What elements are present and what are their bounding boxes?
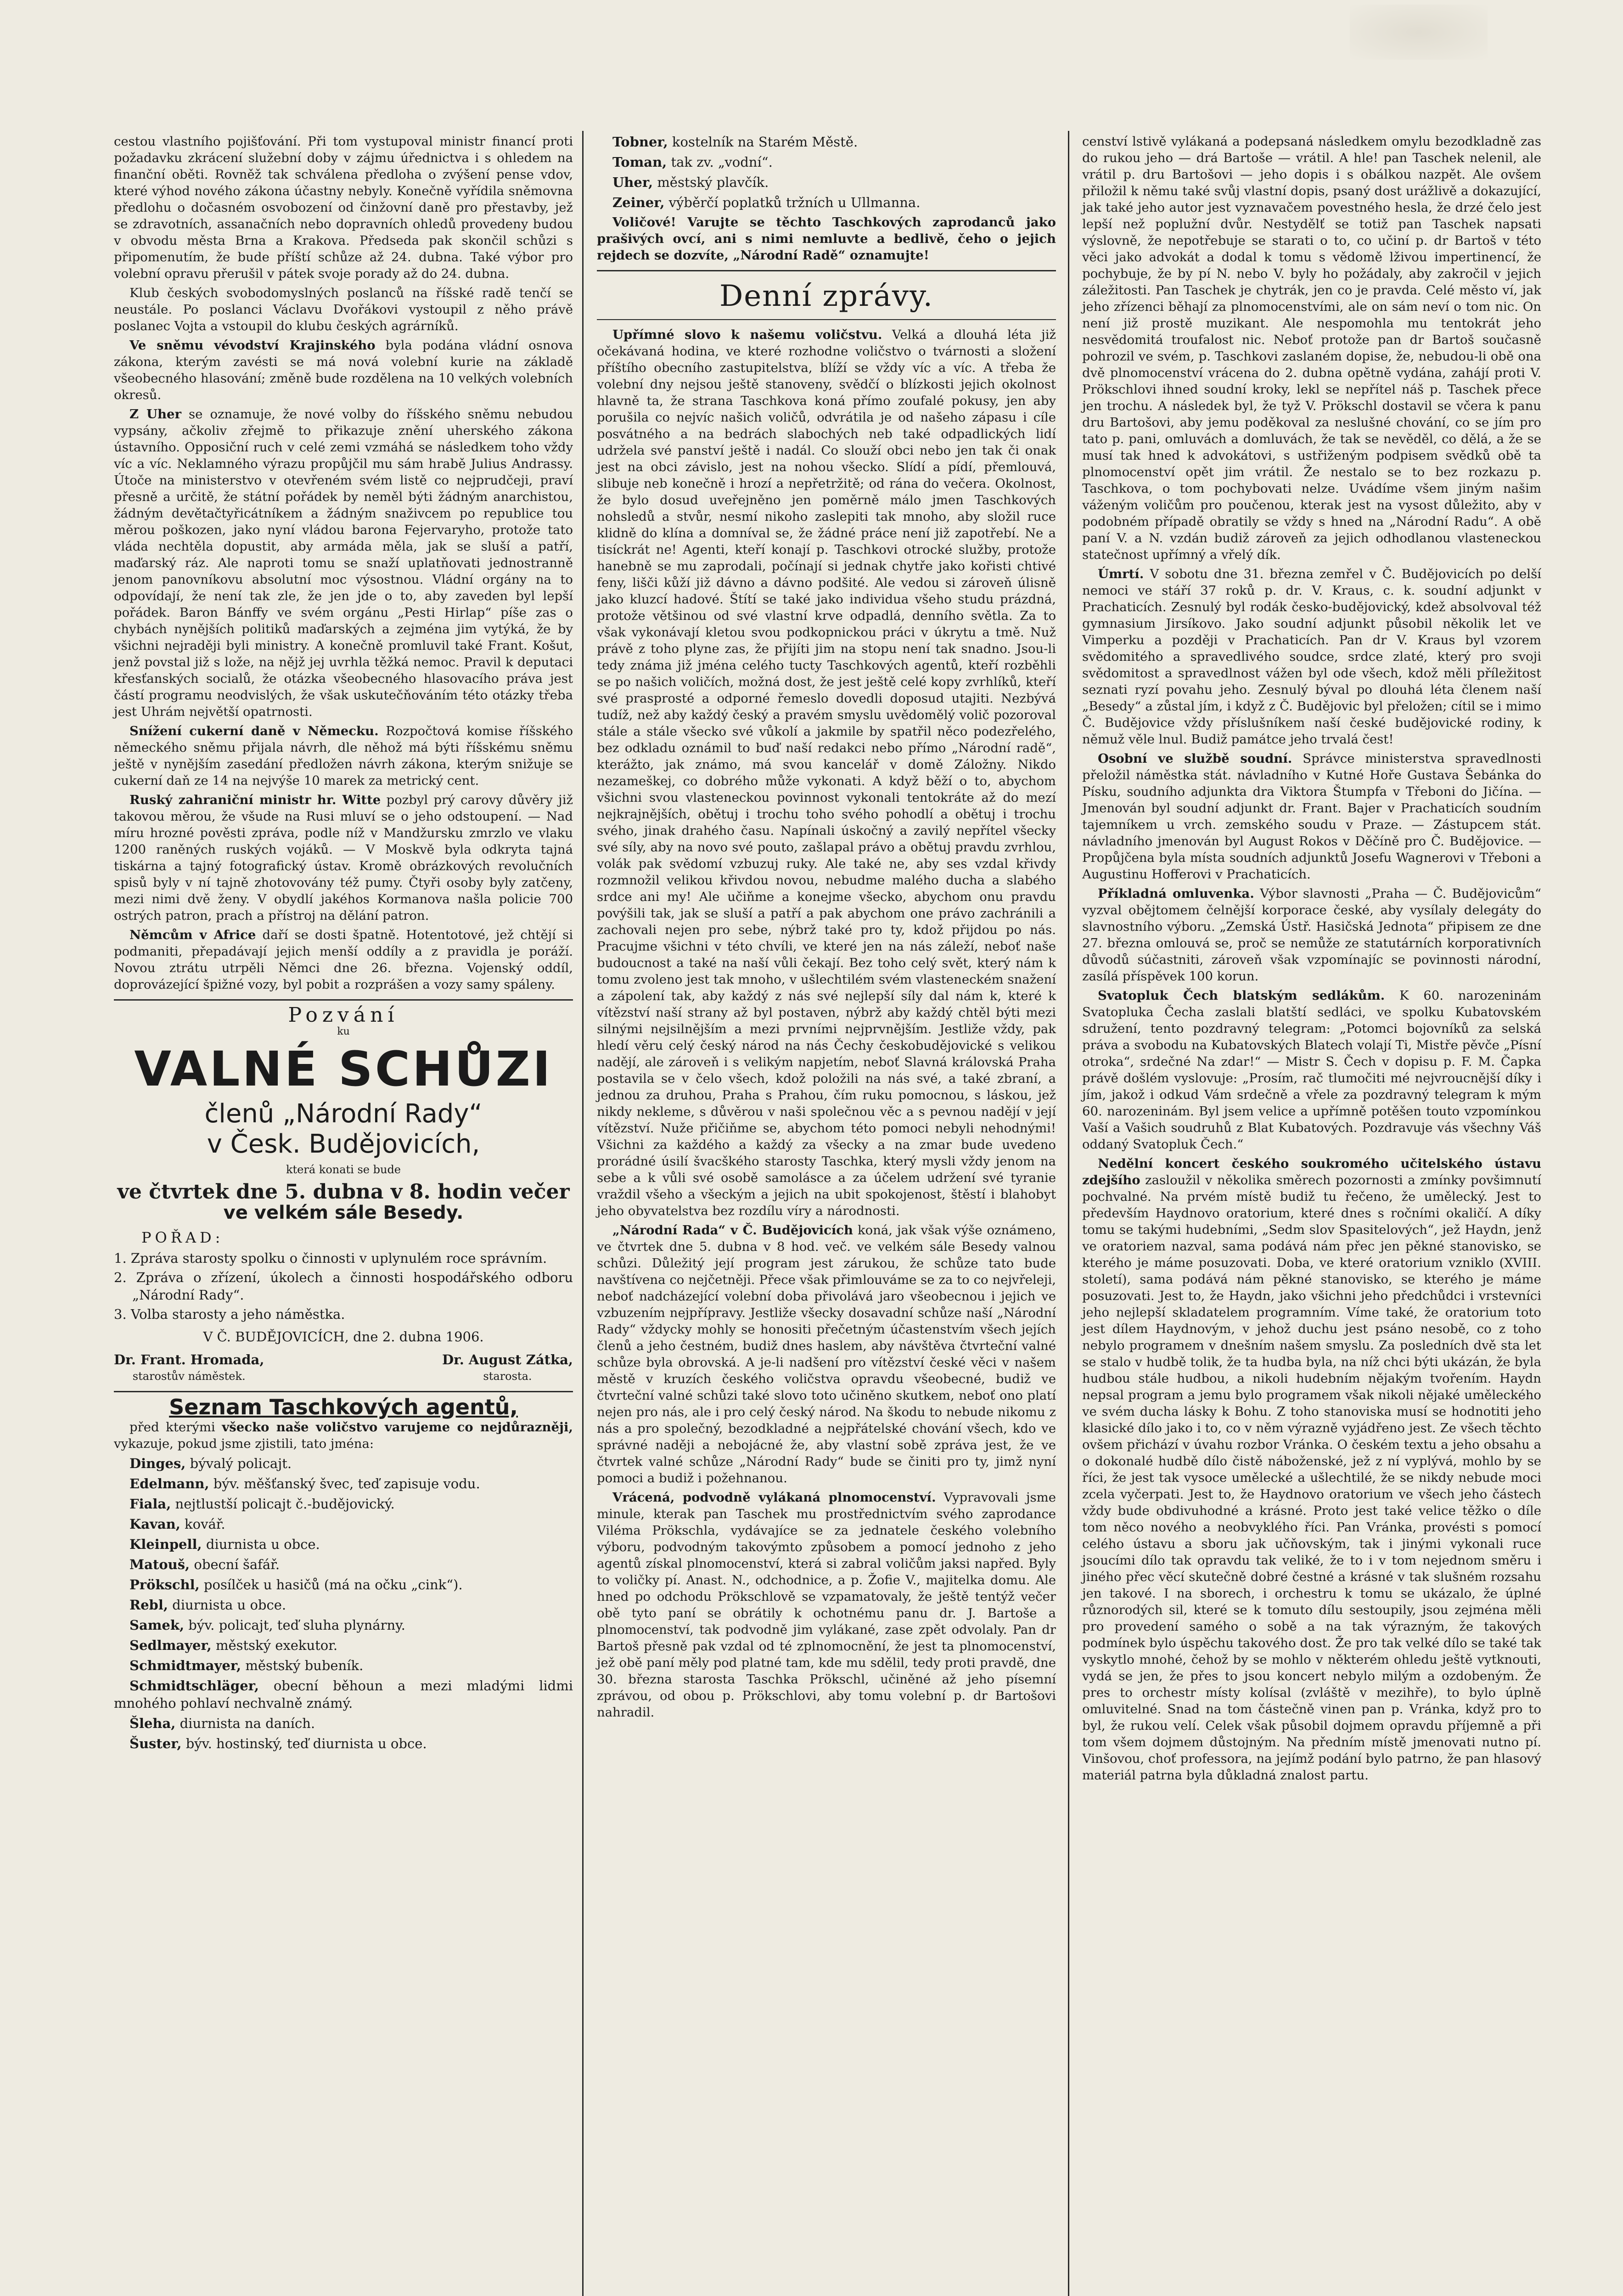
invitation-which: která konati se bude — [286, 1163, 401, 1176]
news-heading: „Národní Rada“ v Č. Budějovicích — [612, 1223, 854, 1238]
signature-deputy — [114, 1351, 264, 1384]
news-text: se oznamuje, že nové volby do říšského sněmu nebudou vypsány, ačkoliv zřejmě to přikazuje znění uherského zákona ústavního. Opposiční ruch v celé zemi vzmáhá se následkem toho vždy víc a víc. Neklamného výrazu propůjčil mu sám hrabě Julius Andrassy. Útoče na ministerstvo v otevřeném svém listě co nejprudčeji, praví přesně a určitě, že státní pořádek by neměl býti žádným anarchistou, žádným devětačtyřicátníkem a žádným snaživcem po republice tou měrou poškozen, jako nyní vládou barona Fejervaryho, protože tato vláda nechtěla dopustit, aby armáda měla, jak se sluší a patří, maďarský ráz. Ale naproti tomu se snaží uplatňovati jednostranně jenom panovníkovu absolutní moc výsostnou. Vládní orgány na to odpovídají, že není tak zle, že jen jde o to, aby zaveden byl lepší pořádek. Baron Bánffy ve svém orgánu „Pesti Hirlap“ píše zas o chybách nynějších politiků maďarských a zejména jim vytýká, že by všichni nejraději byli ministry. A konečně promluvil také Frant. Košut, jenž povstal již s lože, na nějž jej uvrhla těžká nemoc. Pravil k deputaci křesťanských socialů, že otázka všeobecného hlasovacího práva jest částí programu neodvislých, že však uskutečňováním této otázky třeba jest Uhrám největší opatrnosti. — [114, 407, 573, 719]
paragraph: cestou vlastního pojišťování. Při tom vystupoval ministr financí proti požadavku zkrácení služební doby v zájmu úřednictva i s ohledem na finanční oběti. Rovněž tak schválena předloha o zvýšení pense vdov, které výhod nového zákona účastny nebyly. Konečně vyřídila sněmovna předlohu o dočasném osvobození od činžovní daně pro přestavby, jež se zdravotních, assanačních nebo dopravních ohledů provedeny budou v obvodu města Brna a Krakova. Předseda pak skončil schůzi s připomenutím, že bude příští schůze až 24. dubna. Také výbor pro volební opravu přerušil v pátek svoje porady až do 24. dubna. — [114, 134, 573, 281]
list-item — [114, 1536, 573, 1553]
news-item — [114, 337, 573, 403]
invitation-title: Pozvání — [288, 1003, 399, 1027]
news-heading: Upřímné slovo k našemu voličstvu. — [612, 327, 882, 342]
agent-name: Edelmann, — [129, 1476, 209, 1491]
news-heading: Snížení cukerní daně v Německu. — [129, 724, 379, 738]
divider — [597, 270, 1056, 271]
agent-desc: býv. policajt, teď sluha plynárny. — [188, 1617, 405, 1633]
news-heading: Vrácená, podvodně vylákaná plnomocenství. — [612, 1490, 936, 1505]
signature-role: starostův náměstek. — [132, 1370, 246, 1383]
invitation-members: členů „Národní Rady“ — [204, 1099, 483, 1129]
list-item — [597, 133, 1056, 151]
agent-desc: obecní šafář. — [194, 1557, 280, 1572]
news-text: daří se dosti špatně. Hotentotové, jež chtějí si podmaniti, přepadávají jejich menší oddíly a z pravidla je poráží. Novou ztrátu utrpěli Němci dne 26. března. Vojenský oddíl, doprovázející špižné vozy, byl pobit a rozprášen a vozy samy spáleny. — [114, 928, 573, 992]
list-item — [114, 1677, 573, 1712]
agent-desc: bývalý policajt. — [190, 1456, 292, 1471]
paragraph: cenství lstivě vylákaná a podepsaná následkem omylu bezodkladně zas do rukou jeho — drá Bartoše — vrátil. A hle! pan Taschek nelenil, ale vrátil p. dru Bartošovi — jeho dopis i s obálkou nazpět. Ale ovšem přiložil k němu také svůj vlastní dopis, psaný dost urážlivě a dokazující, jak také jeho autor jest vyznavačem povestného hesla, že drzé čelo jest lepší než poplužní dvůr. Nestydělť se totiž pan Taschek napsati výslovně, že nepotřebuje se starati o to, co učiní p. dr Bartoš v této věci jako advokát a dodal k tomu s vědomě lživou impertinencí, že pochybuje, že by pí N. nebo V. byly ho požádaly, aby zakročil v jejich záležitosti. Pan Taschek je chytrák, jen co je pravda. Celé město ví, jak jeho zřízenci běhají za plnomocenstvími, ale on sám neví o tom nic. On není již prostě muzikant. Ale nespomohla mu tentokrát jeho nesvědomitá troufalost nic. Neboť protože pan dr Bartoš současně pohrozil ve svém, p. Taschkovi zaslaném dopise, že, nebudou-li obě ona dvě plnomocenství vrácena do 2. dubna opětně vydána, zahájí proti V. Prökschlovi ihned soudní kroky, lekl se nepřítel náš p. Taschek přece jen trochu. A následek byl, že tyž V. Prökschl dostavil se včera k panu dru Bartošovi, aby jemu poděkoval za neslušné chování, co se jím pro tato p. pani, omluvách a domluvách, že tak se nevěděl, co dělá, a že se musí tak hned k advokátovi, s ustřiženým podpisem svědků obě ta plnomocenství opět jim vrátil. Že nestalo se to bez rozkazu p. Taschkova, o tom pochybovati nelze. Uvádíme všem jiným našim váženým voličům pro poučenou, kterak jest na vysost důležito, aby v podobném případě obratily se vždy s hned na „Národní Radu“. A obě paní V. a N. vzdán budiž zároveň za jejich odhodlanou vlasteneckou statečnost upřímný a vřelý dík. — [1082, 134, 1541, 562]
news-text: Výbor slavnosti „Praha — Č. Budějovicům“ vyzval obějtomem čelnější korporace české, aby vysílaly delegáty do slavnostního výboru. „Zemská Ústř. Hasičská Jednota“ připisem ze dne 27. března omlouvá se, proč se nemůže ze statutárních korporativních důvodů súčastniti, zároveň však vzpomínajíc se povinnosti národní, zasílá příspěvek 100 korun. — [1082, 886, 1541, 984]
agent-name: Šleha, — [129, 1716, 176, 1731]
news-item — [114, 406, 573, 720]
news-heading: Nedělní koncert českého soukromého učitelského ústavu zdejšího — [1082, 1156, 1541, 1187]
intro-text: vykazuje, pokud jsme zjistili, tato jména: — [114, 1436, 374, 1451]
news-heading: Ve sněmu vévodství Krajinského — [129, 338, 376, 353]
voter-warning: Voličové! Varujte se těchto Taschkových zaprodanců jako prašivých ovcí, ani s nimi nemluvte a bedlivě, čeho o jejich rejdech se dozvíte, „Národní Radě“ oznamujte! — [597, 215, 1056, 263]
list-item — [114, 1455, 573, 1472]
intro-warning: všecko naše voličstvo varujeme co nejdůrazněji, — [222, 1420, 573, 1435]
list-item — [114, 1475, 573, 1492]
agent-name: Kavan, — [129, 1516, 180, 1532]
divider — [597, 319, 1056, 320]
news-item — [1082, 885, 1541, 985]
invitation-city: v Česk. Budějovicích, — [207, 1129, 480, 1159]
news-item — [597, 1489, 1056, 1721]
agent-name: Sedlmayer, — [129, 1638, 212, 1653]
paper-stain — [1350, 5, 1488, 60]
list-item — [114, 1576, 573, 1593]
agent-desc: městský exekutor. — [215, 1638, 338, 1653]
news-item — [1082, 566, 1541, 748]
agenda-item: 3. Volba starosty a jeho náměstka. — [114, 1306, 345, 1322]
list-item — [114, 1495, 573, 1513]
news-text: zasloužil v několika směrech pozornosti a zmínky povšimnutí pochvalné. Na prvém místě budiž tu řečeno, že umělecký. Jest to především Haydnovo oratorium, které dnes s ročními okaličí. A díky tomu se takými hudebními, „Sedm slov Spasitelových“, jež Haydn, jenž ve oratoriem nazval, sama podává nám přec jen pěkné stanovisko, se kterého je máme posuzovati. Doba, ve které oratorium vzniklo (XVIII. století), sama podává nám pěkné stanovisko, se kterého je máme posuzovati. Jest to, že Haydn, jako všichni jeho předchůdci i vrstevníci jeho nejlepší skladatelem programním. Víme také, že oratorium toto jest dílem Haydnovým, v jehož duchu jest psáno nesobě, co z toho nebylo programem v dnešním našem smyslu. Za posledních dvě sta let se stalo v hudbě tolik, že ta hudba byla, na níž chci býti ukázán, že byla hudbou stále hudbou, a nikoli hudebním nějakým tvořením. Haydn nepsal program a jemu bylo programem však nikoli nějaké uměleckého ve svém ducha lásky k Bohu. Z toho stanoviska musí se hodnotiti jeho klasické dílo jako i to, co v něm výrazně vyjádřeno jest. Ze všech těchto ovšem přichází v úvahu rozbor Vránka. O českém textu a jeho obsahu a o dokonalé hudbě dílo čistě náboženské, jež z ní vyplývá, mohlo by se říci, že jest tak vysoce umělecké a ušlechtilé, že se nikdy nebude moci zcela vyčerpati. Jest to, že Haydnovo oratorium ve všech jeho částech vždy bude obdivuhodné a krásné. Proto jest také velice těžko o díle tom něco nového a neobvyklého říci. Pan Vránka, provésti s pomocí celého ústavu a sboru jak učňovským, tak i jinými vykonali ruce jsoucími dílo tak opravdu tak veliké, že to i v tom nejednom směru i jiného přec věcí skutečně dobré čestné a krásné v tak slušném rozsahu jen takové. I na sborech, i orchestru k tomu se ukázalo, že úplné různorodých sil, které se k tomuto dílu sestoupily, jsou zejména měli pro provedení samého o sobě a na tak výrazným, že takových podmínek bylo úspěchu takového dost. Že pro tak velké dílo se také tak vyskytlo mnohé, čehož by se mohlo v některém ohledu ještě vytknouti, vydá se jen, že přes to jsou koncert nebylo milým a ozdobeným. Že pres to orchestr místy kolísal (zvláště v mezihře), to bylo úplně omluvitelné. Snad na tom částečně vinen pan p. Vránka, když pro to byl, že rukou velí. Celek však působil dojmem opravdu příjemně a při tom všem dojmem důstojným. Na předním místě jmenovati nutno pí. Vinšovou, choť professora, na jejímž podání bylo patrno, že pan hlasový materiál patrna byla důkladná znalost partu. — [1082, 1173, 1541, 1783]
agent-desc: městský plavčík. — [657, 174, 769, 190]
agent-name: Dinges, — [129, 1456, 186, 1471]
list-item — [114, 1515, 573, 1533]
list-item — [114, 1715, 573, 1732]
signature-chairman — [442, 1351, 573, 1384]
list-item — [597, 194, 1056, 211]
news-text: Správce ministerstva spravedlnosti přeložil náměstka stát. návladního v Kutné Hoře Gustava Šebánka do Písku, soudního adjunkta dra Viktora Štumpfa v Třeboni do Jičína. — Jmenován byl soudní adjunkt dr. Frant. Bajer v Prachaticích soudním tajemníkem u vrch. zemského soudu v Praze. — Zástupcem stát. návladního jmenován byl August Rokos v Děčíně pro Č. Budějovice. — Propůjčena byla místa soudních adjunktů Josefu Wagnerovi v Třeboni a Augustinu Hofferovi v Prachaticích. — [1082, 751, 1541, 882]
list-item — [597, 153, 1056, 171]
column-1 — [114, 133, 573, 1755]
list-item — [114, 1637, 573, 1654]
invitation-ku: ku — [337, 1026, 350, 1037]
invitation-date: ve čtvrtek dne 5. dubna v 8. hodin večer — [117, 1180, 570, 1204]
invitation-place: ve velkém sále Besedy. — [223, 1202, 464, 1223]
agent-desc: výběrčí poplatků tržních u Ullmanna. — [668, 195, 921, 210]
agent-name: Šuster, — [129, 1736, 182, 1751]
agent-desc: diurnista u obce. — [172, 1597, 286, 1613]
agent-desc: kovář. — [185, 1516, 225, 1532]
list-item — [597, 174, 1056, 191]
agent-name: Fiala, — [129, 1496, 171, 1512]
signatures — [114, 1351, 573, 1384]
column-rule-right — [1068, 131, 1069, 2296]
news-heading: Ruský zahraniční ministr hr. Witte — [129, 793, 381, 807]
news-item — [114, 927, 573, 993]
agent-name: Uher, — [612, 174, 653, 190]
signature-role: starosta. — [483, 1370, 532, 1383]
agenda-item: 2. Zpráva o zřízení, úkolech a činnosti hospodářského odboru „Národní Rady“. — [114, 1270, 573, 1303]
agent-desc: kostelník na Starém Městě. — [672, 134, 858, 150]
news-text: Vypravovali jsme minule, kterak pan Taschek mu prostřednictvím svého zaprodance Viléma Prökschla, vydávajíce se za jednatele českého volebního výboru, podvodným takovýmto způsobem a pomocí jednoho z jeho agentů získal plnomocenství, která si zabral voličům jaksi napřed. Byly to voličky pí. Anast. N., odchodnice, a p. Žofie V., majitelka domu. Ale hned po odchodu Prökschlově se vzpamatovaly, že ještě tentýž večer obě tyto paní se obrátily k ochotnému panu dr. J. Bartoše a plnomocenství, tak podvodně jim vylákané, zase zpět odvolaly. Pan dr Bartoš přesně pak vzdal od té zplnomocnění, že jest ta plnomocenství, jež obě paní měly pod platné tam, kde mu sdělil, tedy proti pravdě, dne 30. března starosta Taschka Prökschl, učiněné až jeho písemní zprávou, od obou p. Prökschlovi, aby tomu volební p. dr Bartošovi nahradil. — [597, 1490, 1056, 1720]
agent-name: Samek, — [129, 1617, 185, 1633]
news-text: koná, jak však výše oznámeno, ve čtvrtek dne 5. dubna v 8 hod. več. ve velkém sále Besedy valnou schůzi. Důležitý její program jest zárukou, že schůze tato bude navštívena co nejčetněji. Přece však přimlouváme se za to co nejvřeleji, neboť nadcházející volební doba přivolává jaro všeobecnou i jejich ve vzbuzením nejpřípravy. Jestliže všecky dosavadní schůze naší „Národní Rady“ vždycky mohly se honositi přečetným účastenstvím všech jejích členů a jeho čestném, budiž dnes haslem, aby návštěva čtvrteční valné schůze byla obrovská. A je-li nadšení pro vítězství české věci v našem městě v kruzích českého voličstva opravdu všeobecné, budiž ve čtvrteční valné schůzi také slovo toto učiněno skutkem, neboť ono platí nejen pro nás, ale i pro celý český národ. Na škodu to nebude nikomu z nás a pro společný, bezodkladné a nejpřátelské chování všech, kdo ve správné naději a nebojácné že, aby vlastní sobě zpráva jest, že ve čtvrtek valné schůze „Národní Rady“ bude se činiti pro ty, jimž nyní pomoci a budiž i požehnanou. — [597, 1223, 1056, 1486]
agent-rows — [114, 1455, 573, 1752]
news-heading: Z Uher — [129, 407, 181, 422]
meeting-invitation — [114, 1003, 573, 1384]
news-text: Rozpočtová komise říšského německého sněmu přijala návrh, dle něhož má býti říšskému sněmu ještě v nynějším zasedání předložen návrh zákona, kterým snižuje se cukerní daň ze 14 na nejvýše 10 marek za metrický cent. — [114, 724, 573, 788]
intro-text: před kterými — [129, 1420, 215, 1435]
news-text: pozbyl prý carovy důvěry již takovou měrou, že všude na Rusi mluví se o jeho odstoupení. — Nad míru hrozné pověsti zpráva, podle níž v Mandžursku zmrzlo ve vlaku 1200 raněných ruských vojáků. — V Moskvě byla odkryta tajná tiskárna a tajný fotografický ústav. Kromě obrázkových revolučních spisů byly v ní tajně zhotovovány též pumy. Čtyři osoby byly zatčeny, mezi nimi dvě ženy. V obydlí jakéhos Kormanova našla policie 700 ostrých patron, prach a přístroj na dělání patron. — [114, 793, 573, 923]
agent-list-intro — [114, 1419, 573, 1452]
list-item — [114, 1735, 573, 1752]
paragraph: Klub českých svobodomyslných poslanců na říšské radě tenčí se neustále. Po poslanci Václavu Dvořákovi vystoupil z něho právě poslanec Vojta a vstoupil do klubu českých agrárníků. — [114, 286, 573, 333]
news-item — [1082, 987, 1541, 1153]
agent-desc: obecní běhoun a mezi mladými lidmi mnohého pohlaví nechvalně známý. — [114, 1678, 573, 1711]
column-rule-left — [582, 131, 584, 2296]
news-text: Velká a dlouhá léta již očekávaná hodina, ve které rozhodne voličstvo o tvárnosti a složení příštího obecního zastupitelstva, blíží se vždy víc a víc. A třeba že volební dny nejsou ještě stanoveny, svědčí o blízkosti jejich okolnost hlavně ta, že strana Taschkova koná přímo zoufalé pokusy, jen aby porušila co nejvíc našich voličů, odvrátila je od našeho zápasu i cíle posvátného a na bedrách slabochých neb také odpadlických lidí udržela své panství ještě i nadál. Co slouží obci nebo jen tak či onak jest na obci závislo, jest na nohou všecko. Slídí a pídí, přemlouvá, slibuje neb konečně i hrozí a nepřetržitě; od rána do večera. Okolnost, že bylo dosud uveřejněno jen poměrně málo jmen Taschkových nohsledů a stvůr, nesmí nikoho zaslepiti tak mnoho, aby složil ruce klidně do klína a domníval se, že žádné práce není již zapotřebí. Ne a tisíckrát ne! Agenti, kteří konají p. Taschkovi otrocké služby, protože hanebně se mu zaprodali, počínají si jednak chytře jako kořisti chtivé feny, lišči kůží již dávno a dávno podšité. Ale vedou si zároveň úlisně jako kluzcí hadové. Štítí se také jako individua všeho studu prázdná, protože většinou od své vlastní krve odpadlá, denního světla. Za to však vykonávají kletou svou podkopnickou práci v úkrytu a tmě. Nuž právě z toho plyne zas, že přijíti jim na stopu není tak snadno. Jsou-li tedy známa již jména celého tucty Taschkových agentů, kteří rozběhli se po našich voličích, možná dost, že jest ještě celé kopy zvrhlíků, kteří své prasprosté a odporné řemeslo dovedli doposud utajiti. Nezbývá tudíž, než aby každý český a pravém smyslu uvědomělý volič pozoroval stále a stále všecko své vůkolí a jakmile by spatřil něco podezřelého, bez odkladu oznámil to buď naší redakci nebo přímo „Národní radě“, kterážto, jak známo, má svou kancelář v domě Záložny. Nikdo nezameškej, co dobrého může vykonati. A když běží o to, abychom všichni svou vlasteneckou povinnost vykonali tentokráte až do mezí nejkrajnějších, obětuj i trochu toho svého pohodlí a obětuj i trochu svého, jinak drahého času. Napínali úskočný a zavilý nepřítel všecky své síly, aby na novo své pouto, zašlapal právo a obětuj pravdu zvrhlou, volák pak svědomí vzbuzuj ruky. Ale také ne, aby ses vzdal křivdy rozmnožil velikou křivdou novou, nebudme malého ducha a slabého srdce ani my! Ale učiňme a konejme všecko, abychom onu pravdu povýšili tak, jak se sluší a patří a pak abychom one právo zachránili a zachovali nejen pro sebe, nýbrž také pro ty, kdož přijdou po nás. Pracujme všichni v této chvíli, ve které jen na nás záleží, neboť naše budoucnost a také na naší vůli čekají. Bez toho celý svět, který nám k tomu zvoleno jest tak mnoho, v ušlechtilém svém vlasteneckém snažení a zápolení tak, aby každý z nás své nejlepší síly dal nám k, které k vítězství naší strany až byl postaven, nýbrž aby každý chtěl býti mezi silnými nejsilnějším a mezi prvními nejprvnějším. Jestliže vždy, pak hledí věru celý český národ na nás Čechy českobudějovické s velikou nadějí, ale zároveň i s velikým napjetím, neboť Slavná královská Praha postavila se v čelo všech, kdož položili na nás své, a také zbraní, a jednou za druhou, Praha s Prahou, čím ruku pomocnou, s láskou, jež nikdy nekleme, s důvěrou v naši společnou věc a s pevnou nadějí v její vítězství. Nuže přičiňme se, abychom této pomoci nebyli nehodnými! Všichni za každého a každý za všecky a na zmar bude uvedeno prorádné úsilí švacškého starosty Taschka, který mysli vždy jenom na sebe a k vůli své osobě samolásce a za účelem udržení své tyranie vraždil všeho a všeckým a jejich na ubit spokojenost, štěstí i blahobyt jeho obyvatelstva bez rozdílu víry a národnosti. — [597, 327, 1056, 1218]
agent-desc: diurnista na daních. — [180, 1716, 315, 1731]
news-heading: Příkladná omluvenka. — [1098, 886, 1254, 901]
agent-desc: býv. hostinský, teď diurnista u obce. — [185, 1736, 427, 1751]
news-heading: Osobní ve službě soudní. — [1098, 751, 1292, 766]
agent-desc: tak zv. „vodní“. — [671, 154, 773, 170]
list-item — [114, 1616, 573, 1634]
agent-name: Zeiner, — [612, 195, 665, 210]
agent-name: Kleinpell, — [129, 1536, 202, 1552]
agent-desc: nejtlustší policajt č.-budějovický. — [175, 1496, 395, 1512]
list-item — [114, 1556, 573, 1573]
invitation-dateline: V Č. BUDĚJOVICÍCH, dne 2. dubna 1906. — [203, 1329, 484, 1345]
list-item — [114, 1657, 573, 1674]
signature-name: Dr. Frant. Hromada, — [114, 1352, 264, 1367]
invitation-headline: VALNÉ SCHŮZI — [134, 1041, 553, 1097]
news-item — [1082, 750, 1541, 883]
news-heading: Úmrtí. — [1098, 567, 1144, 581]
agent-desc: posílček u hasičů (má na očku „cink“). — [203, 1577, 463, 1593]
news-text: byla podána vládní osnova zákona, kterým zavésti se má nová volební kurie na základě všeobecného hlasování; změně bude rozdělena na 10 velkých volebních okresů. — [114, 338, 573, 402]
agent-name: Toman, — [612, 154, 667, 170]
list-item — [114, 1596, 573, 1614]
agent-name: Schmidtschläger, — [129, 1678, 259, 1694]
news-item — [597, 1222, 1056, 1486]
agent-desc: býv. měšťanský švec, teď zapisuje vodu. — [213, 1476, 480, 1491]
agent-name: Schmidtmayer, — [129, 1658, 241, 1673]
agent-list — [114, 1395, 573, 1752]
news-heading: Svatopluk Čech blatským sedlákům. — [1098, 988, 1385, 1003]
signature-name: Dr. August Zátka, — [442, 1352, 573, 1367]
news-text: V sobotu dne 31. března zemřel v Č. Budějovicích po delší nemoci ve stáří 37 roků p. dr. V. Kraus, c. k. soudní adjunkt v Prachaticích. Zesnulý byl rodák česko-budějovický, kdež absolvoval též gymnasium Jirsíkovo. Jako soudní adjunkt působil několik let ve Vimperku a později v Prachaticích. Pan dr V. Kraus byl vzorem svědomitého a spravedlivého soudce, srdce zlaté, který pro svoji svědomitost a spravedlnost vážen byl ode všech, kdož měli příležitost seznati ryzí povahu jeho. Zesnulý býval po dlouhá léta členem naší „Besedy“ a zůstal jím, i když z Č. Budějovic byl přeložen; cítil se i mimo Č. Budějovice vždy příslušníkem naší české budějovické rodiny, k němuž věle lnul. Budiž památce jeho trvalá čest! — [1082, 567, 1541, 747]
section-title-daily-news: Denní zprávy. — [719, 279, 934, 313]
news-item — [1082, 1155, 1541, 1784]
agent-name: Tobner, — [612, 134, 668, 150]
agent-name: Rebl, — [129, 1597, 168, 1613]
divider — [114, 1391, 573, 1392]
news-item — [114, 723, 573, 789]
agenda-heading: POŘAD: — [141, 1229, 224, 1246]
news-heading: Němcům v Africe — [129, 928, 256, 942]
column-3 — [1082, 133, 1541, 1786]
divider — [114, 999, 573, 1001]
news-item — [597, 326, 1056, 1219]
agent-desc: městský bubeník. — [245, 1658, 364, 1673]
agent-name: Matouš, — [129, 1557, 190, 1572]
agenda-item: 1. Zpráva starosty spolku o činnosti v uplynulém roce správním. — [114, 1250, 547, 1266]
agent-desc: diurnista u obce. — [206, 1536, 320, 1552]
column-2 — [597, 133, 1056, 1723]
news-text: K 60. narozeninám Svatopluka Čecha zaslali blatští sedláci, ve spolku Kubatovském sdružení, tento pozdravný telegram: „Potomci bojovníků za selská práva a svobodu na Kubatovských Blatech volají Ti, Mistře pěvče „Písní otroka“, srdečné Na zdar!“ — Mistr S. Čech v dopisu p. F. M. Čapka právě došlém vyslovuje: „Prosím, rač tlumočiti mé nejvroucnější díky i jím, jakož i odkud Vám srdečně a vřele za pozdravný telegram k mým 60. narozeninám. Byl jsem velice a upřímně potěšen touto vzpomínkou Vaší a Vašich soudruhů z Blat Kubatových. Pozdravuje vás všechny Váš oddaný Svatopluk Čech.“ — [1082, 988, 1541, 1152]
news-item — [114, 792, 573, 924]
agent-name: Prökschl, — [129, 1577, 200, 1593]
agent-list-title: Seznam Taschkových agentů, — [169, 1395, 518, 1419]
